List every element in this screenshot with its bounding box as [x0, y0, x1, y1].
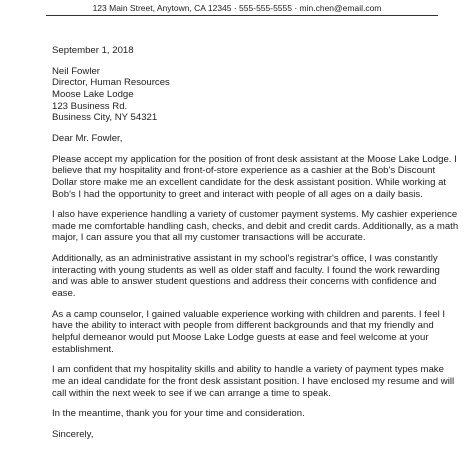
- recipient-street: 123 Business Rd.: [52, 100, 128, 112]
- recipient-title: Director, Human Resources: [52, 77, 170, 89]
- paragraph-line: believe that my hospitality and front-of-store experience as a cashier at the Bob's Discount: [52, 165, 436, 177]
- paragraph-line: helpful demeanor would put Moose Lake Lodge guests at ease and feel welcome at your: [52, 332, 429, 343]
- paragraph-line: Bob's I had the opportunity to greet and interact with people of all ages on a daily basis.: [52, 188, 423, 200]
- paragraph-line: In the meantime, thank you for your time and consideration.: [52, 408, 305, 420]
- paragraph-confidence: [52, 364, 455, 399]
- salutation-text: Dear Mr. Fowler,: [52, 132, 123, 144]
- closing-text: Sincerely,: [52, 429, 94, 441]
- paragraph-intro: [52, 153, 457, 200]
- paragraph-line: interacting with young students as well as older staff and faculty. I found the work rewarding: [52, 264, 440, 276]
- paragraph-line: ease.: [52, 288, 76, 300]
- closing: [52, 429, 448, 441]
- recipient-address: [52, 66, 448, 124]
- recipient-name: Neil Fowler: [52, 65, 100, 77]
- paragraph-line: establishment.: [52, 343, 114, 355]
- contact-header: 123 Main Street, Anytown, CA 12345 · 555-555-5555 · min.chen@email.com: [92, 3, 382, 13]
- paragraph-line: and was able to answer student questions and address their concerns with confidence and: [52, 276, 437, 288]
- paragraph-admin: [52, 253, 448, 299]
- header-divider: [46, 15, 438, 16]
- salutation: [52, 133, 448, 145]
- paragraph-line: made me comfortable handling cash, checks, and debit and credit cards. Additionally, as a math: [52, 220, 459, 232]
- paragraph-counselor: [52, 309, 448, 355]
- letter-body: [52, 45, 459, 450]
- paragraph-line: call within the next week to see if we can arrange a time to speak.: [52, 387, 331, 399]
- paragraph-line: have the ability to interact with people from different backgrounds and that my friendly and: [52, 320, 434, 332]
- date-text: September 1, 2018: [52, 45, 134, 56]
- paragraph-line: As a camp counselor, I gained valuable experience working with children and parents. I feel I: [52, 308, 446, 320]
- paragraph-line: I also have experience handling a variety of customer payment systems. My cashier experience: [52, 209, 458, 221]
- paragraph-payments: [52, 209, 459, 244]
- paragraph-line: Additionally, as an administrative assistant in my school's registrar's office, I was constantly: [52, 253, 438, 265]
- recipient-city: Business City, NY 54321: [52, 112, 158, 124]
- paragraph-line: me an ideal candidate for the front desk assistant position. I have enclosed my resume and will: [52, 375, 455, 387]
- paragraph-line: Please accept my application for the position of front desk assistant at the Moose Lake Lodge. I: [52, 153, 457, 165]
- paragraph-line: I am confident that my hospitality skills and ability to handle a variety of payment types make: [52, 364, 444, 376]
- letter-date: [52, 45, 448, 57]
- paragraph-line: Dollar store make me an excellent candidate for the desk assistant position. While working at: [52, 176, 447, 188]
- recipient-company: Moose Lake Lodge: [52, 88, 134, 100]
- paragraph-line: major, I can assure you that all my customer transactions will be accurate.: [52, 232, 366, 244]
- paragraph-thanks: [52, 408, 448, 420]
